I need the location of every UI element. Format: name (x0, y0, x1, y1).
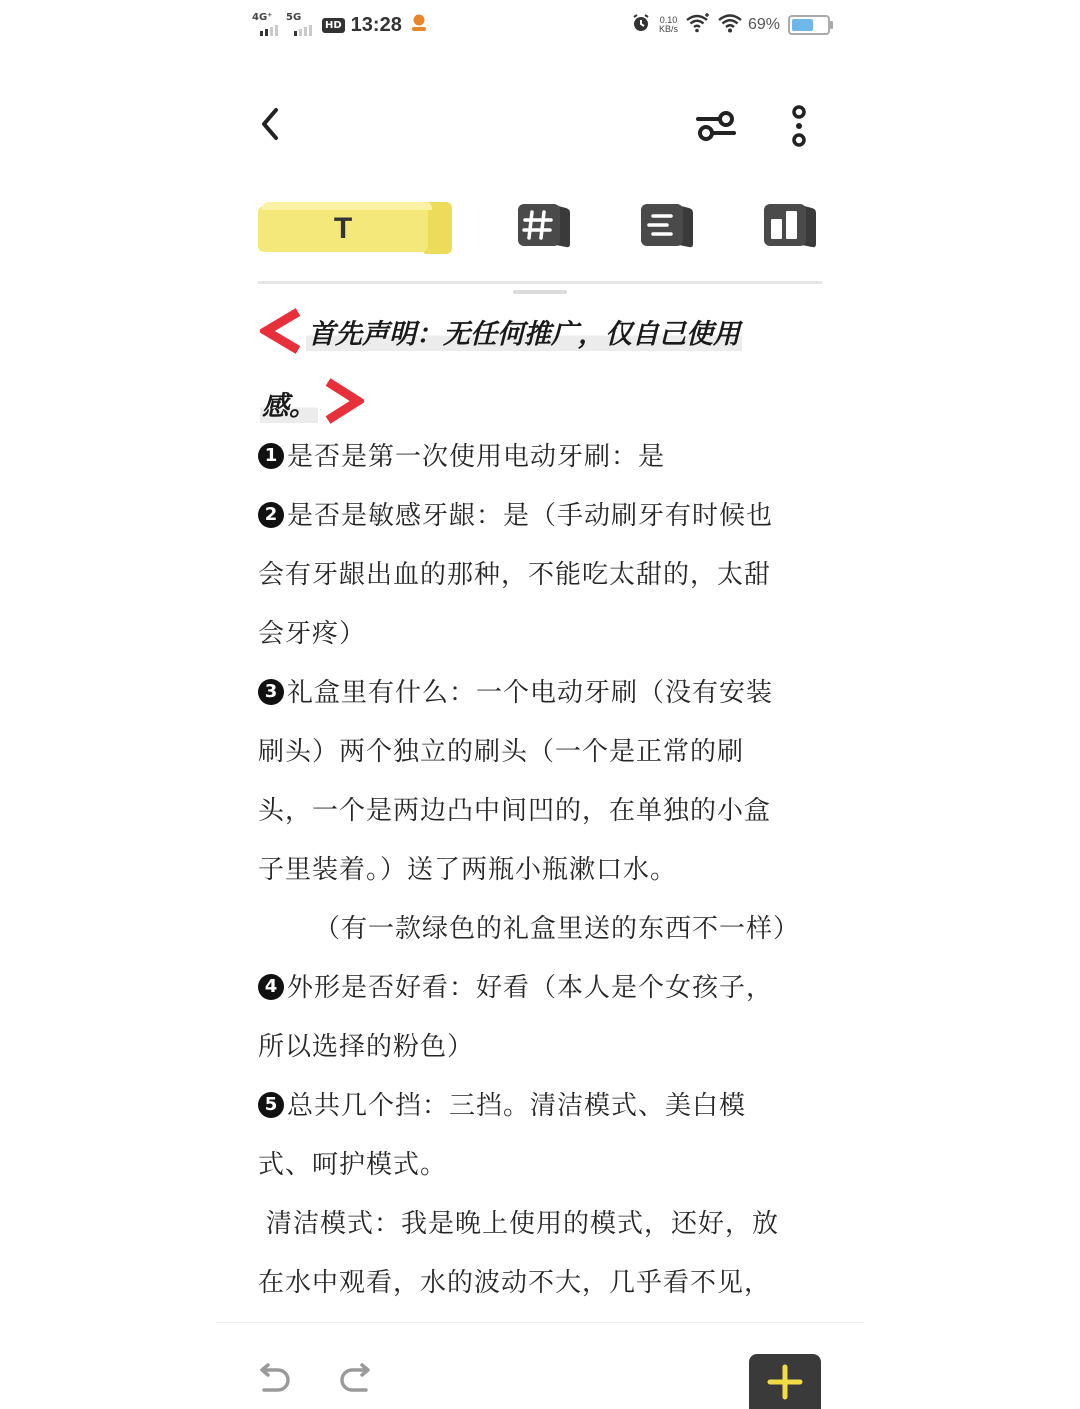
tab-layout[interactable] (762, 200, 820, 250)
note-line: 刷头）两个独立的刷头（一个是正常的刷 (258, 737, 745, 767)
note-line: 会牙疼） (258, 619, 367, 649)
filter-settings-icon (694, 104, 738, 148)
tab-list[interactable] (639, 200, 697, 250)
text-format-icon: T (333, 212, 353, 245)
redo-icon (338, 1362, 374, 1398)
note-line: 式、呵护模式。 (258, 1150, 448, 1180)
battery-percent: 69% (747, 16, 780, 33)
layout-icon (762, 200, 820, 250)
format-tabs (258, 200, 822, 260)
network-speed: 0.10 KB/s (658, 15, 678, 34)
divider (216, 1322, 864, 1323)
note-line: 4 外形是否好看：好看（本人是个女孩子， (258, 959, 830, 1018)
note-line: 清洁模式：我是晚上使用的模式，还好，放 (266, 1209, 780, 1239)
note-headline (258, 298, 830, 428)
undo-button[interactable] (256, 1362, 292, 1398)
redo-button[interactable] (338, 1362, 374, 1398)
top-toolbar (0, 90, 1080, 160)
hd-icon: HD (322, 18, 345, 33)
add-button[interactable] (749, 1354, 821, 1409)
note-line: 5 总共几个挡：三挡。清洁模式、美白模 (258, 1077, 830, 1136)
undo-icon (256, 1362, 292, 1398)
left-angle-bracket-icon (260, 308, 302, 354)
headline-line: 首先声明：无任何推广，仅自己使用 (306, 312, 742, 351)
number-badge: 3 (258, 679, 284, 705)
add-icon (767, 1364, 803, 1400)
more-options-button[interactable] (784, 104, 814, 148)
note-line: （有一款绿色的礼盒里送的东西不一样） (314, 914, 801, 944)
tab-hashtag[interactable] (516, 200, 574, 250)
note-line: 3 礼盒里有什么：一个电动牙刷（没有安装 (258, 664, 830, 723)
hashtag-icon (516, 200, 574, 250)
divider (258, 281, 822, 284)
note-line: 子里装着。）送了两瓶小瓶漱口水。 (258, 855, 678, 885)
number-badge: 4 (258, 974, 284, 1000)
status-time: 13:28 (350, 13, 402, 36)
signal-icon: 4G⁺ (250, 10, 280, 40)
note-editor[interactable] (258, 298, 830, 1308)
app-notification-icon (410, 12, 428, 38)
back-button[interactable] (254, 104, 288, 144)
back-arrow-icon (254, 104, 288, 144)
wifi-calling-icon (686, 13, 710, 37)
note-line: 所以选择的粉色） (258, 1032, 475, 1062)
wifi-icon (718, 13, 742, 37)
note-line: 在水中观看，水的波动不大，几乎看不见， (258, 1268, 772, 1298)
number-badge: 2 (258, 502, 284, 528)
note-line: 1 是否是第一次使用电动牙刷：是 (258, 428, 830, 487)
battery-icon (788, 15, 830, 35)
list-icon (639, 200, 697, 250)
drag-handle[interactable] (513, 290, 567, 294)
tab-text-format[interactable] (258, 200, 452, 254)
headline-line: 感。 (260, 384, 318, 423)
signal-icon: 5G (284, 10, 314, 40)
filter-settings-button[interactable] (694, 104, 738, 148)
alarm-icon (631, 13, 651, 37)
note-line: 2 是否是敏感牙龈：是（手动刷牙有时候也 (258, 487, 830, 546)
number-badge: 5 (258, 1092, 284, 1118)
note-line: 会有牙龈出血的那种，不能吃太甜的，太甜 (258, 560, 772, 590)
status-bar (250, 8, 830, 42)
number-badge: 1 (258, 443, 284, 469)
right-angle-bracket-icon (324, 378, 364, 424)
more-vertical-icon (784, 104, 814, 148)
note-line: 头，一个是两边凸中间凹的，在单独的小盒 (258, 796, 772, 826)
